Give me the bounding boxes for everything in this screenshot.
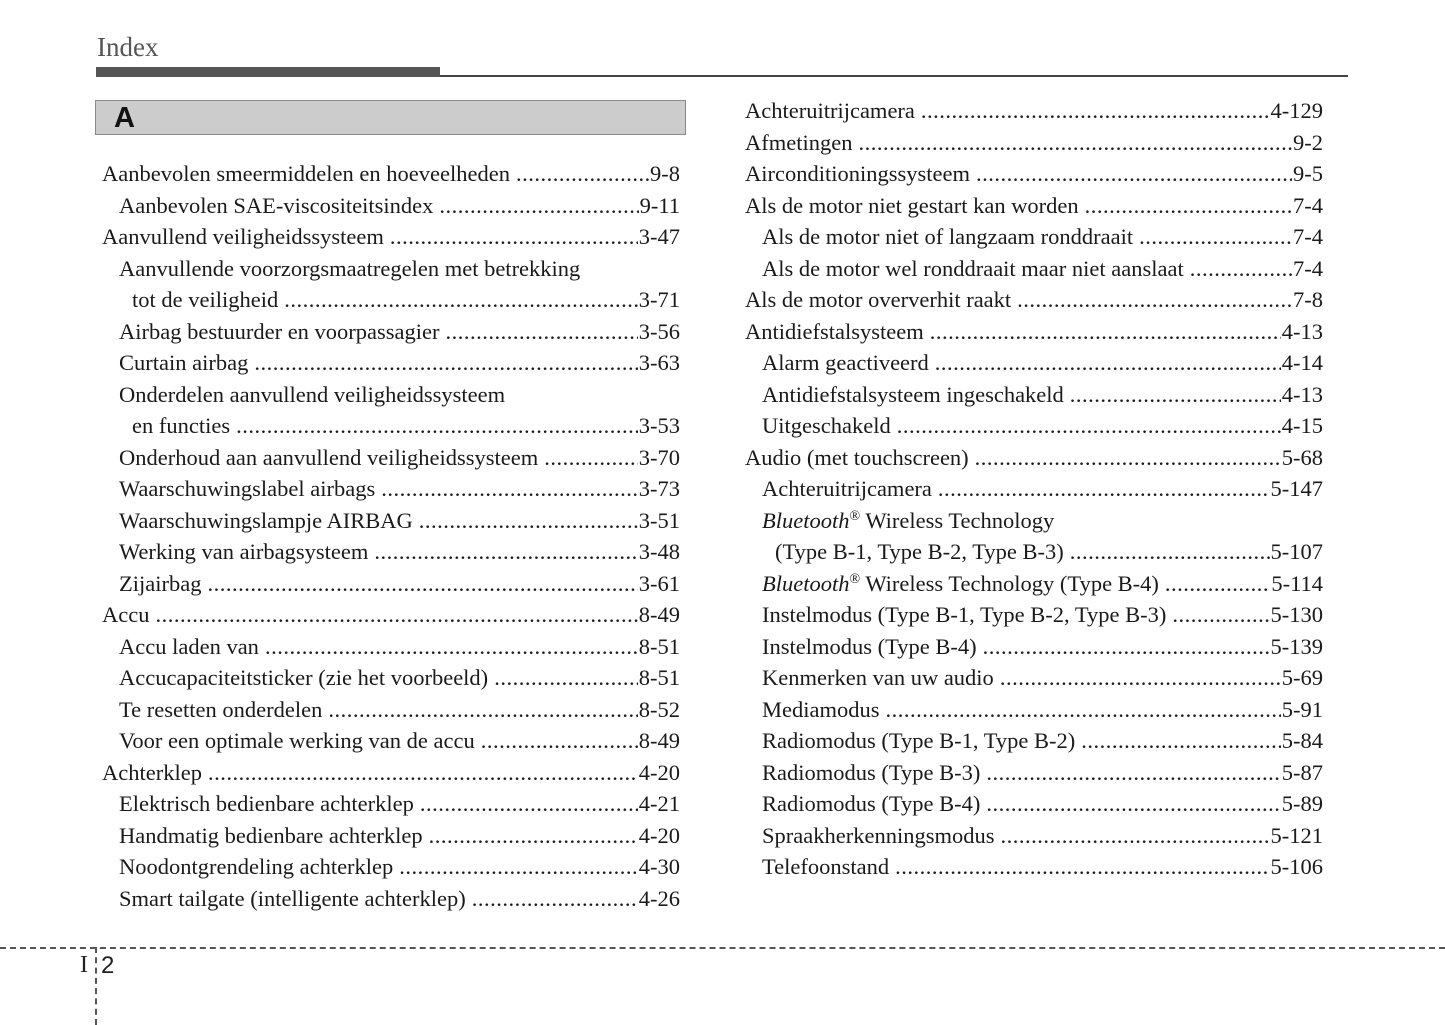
page-title: Index (97, 32, 159, 62)
dot-leader (986, 788, 1280, 820)
index-entry-label: Handmatig bedienbare achterklep (119, 822, 423, 848)
index-entry[interactable] (102, 221, 680, 253)
header-rule (440, 75, 1348, 77)
index-column-right (745, 95, 1323, 883)
index-entry-label: Als de motor niet gestart kan worden (745, 192, 1079, 218)
dot-leader (895, 851, 1269, 883)
dot-leader (207, 568, 637, 600)
index-entry[interactable] (102, 284, 680, 316)
page-reference[interactable]: 5-139 (1270, 633, 1323, 659)
page-reference[interactable]: 3-63 (638, 350, 680, 375)
page-reference[interactable]: 8-52 (638, 696, 680, 722)
index-entry[interactable] (745, 190, 1323, 222)
index-entry[interactable] (745, 379, 1323, 411)
page-reference[interactable]: 8-51 (638, 665, 680, 690)
index-entry[interactable] (745, 442, 1323, 474)
page-reference[interactable]: 4-129 (1270, 98, 1323, 123)
page-reference[interactable]: 7-8 (1293, 287, 1323, 312)
dot-leader (1070, 536, 1270, 568)
page-reference[interactable]: 5-121 (1270, 822, 1323, 848)
registered-mark: ® (849, 508, 861, 524)
page-reference[interactable]: 9-11 (639, 192, 680, 218)
italic-term: Bluetooth (762, 570, 850, 596)
page-reference[interactable]: 4-30 (638, 854, 680, 879)
index-entry-label: Waarschuwingslabel airbags (119, 476, 376, 501)
index-entry-label: Instelmodus (Type B-1, Type B-2, Type B-3) (762, 602, 1167, 627)
index-entry[interactable] (745, 788, 1323, 820)
index-entry-label: en functies (132, 413, 231, 438)
index-entry-label: Als de motor wel ronddraait maar niet aanslaat (762, 255, 1184, 281)
dot-leader (544, 442, 637, 474)
page-reference[interactable]: 3-61 (638, 570, 680, 596)
page-reference[interactable]: 5-84 (1281, 728, 1323, 753)
dot-leader (1017, 284, 1292, 316)
label-text: Wireless Technology (860, 507, 1055, 533)
index-entry[interactable] (102, 379, 680, 411)
index-entry[interactable] (745, 253, 1323, 285)
page-reference[interactable]: 5-68 (1281, 444, 1323, 470)
index-entry-label: Accu (102, 602, 150, 627)
dot-leader (886, 694, 1281, 726)
dot-leader (1139, 221, 1292, 253)
index-entry-label: Voor een optimale werking van de accu (119, 728, 475, 753)
dot-leader (858, 127, 1292, 159)
dot-leader (930, 316, 1281, 348)
index-entry-label: Audio (met touchscreen) (745, 444, 969, 470)
page-reference[interactable]: 5-114 (1271, 570, 1323, 596)
index-entry-label: Aanvullende voorzorgsmaatregelen met betrekking (119, 255, 581, 281)
page-reference[interactable]: 4-26 (638, 885, 680, 911)
index-entry-label: Werking van airbagsysteem (119, 539, 369, 564)
dot-leader (494, 662, 638, 694)
index-entry[interactable] (745, 757, 1323, 789)
index-entry[interactable] (102, 253, 680, 285)
index-entry[interactable] (102, 316, 680, 348)
index-entry-label: Kenmerken van uw audio (762, 665, 994, 690)
index-entry[interactable] (745, 568, 1323, 600)
dot-leader (284, 284, 638, 316)
index-entry[interactable] (745, 536, 1323, 568)
index-entry[interactable] (102, 568, 680, 600)
index-entry[interactable] (102, 788, 680, 820)
index-entry-label: Antidiefstalsysteem ingeschakeld (762, 381, 1064, 407)
index-entry[interactable] (102, 662, 680, 694)
index-entry-label: Uitgeschakeld (762, 413, 891, 438)
index-entry[interactable] (102, 757, 680, 789)
dot-leader (236, 410, 638, 442)
dot-leader (1165, 568, 1270, 600)
index-entry-label: Als de motor oververhit raakt (745, 287, 1012, 312)
page-reference[interactable]: 3-47 (638, 224, 680, 249)
dot-leader (429, 820, 638, 852)
page-reference[interactable]: 5-147 (1270, 476, 1323, 501)
dot-leader (265, 631, 638, 663)
index-entry-label: Achterklep (102, 759, 202, 785)
dot-leader (1070, 379, 1281, 411)
index-entry-label: Instelmodus (Type B-4) (762, 633, 977, 659)
page-reference[interactable]: 4-14 (1281, 350, 1323, 375)
index-entry[interactable] (745, 221, 1323, 253)
dot-leader (1085, 190, 1292, 222)
index-entry-label: Noodontgrendeling achterklep (119, 854, 394, 879)
page-reference[interactable]: 5-91 (1281, 696, 1323, 722)
page-reference[interactable]: 9-2 (1293, 129, 1323, 155)
index-entry-label: Waarschuwingslampje AIRBAG (119, 507, 413, 533)
dot-leader (986, 757, 1280, 789)
page-reference[interactable]: 5-130 (1270, 602, 1323, 627)
page-reference[interactable]: 9-5 (1293, 161, 1323, 186)
dot-leader (938, 473, 1270, 505)
page-reference[interactable]: 4-20 (638, 822, 680, 848)
index-entry[interactable] (102, 820, 680, 852)
page-reference[interactable]: 3-73 (638, 476, 680, 501)
index-column-left (102, 158, 680, 914)
page-reference[interactable]: 7-4 (1293, 255, 1323, 281)
page-reference[interactable]: 8-51 (638, 633, 680, 659)
footer-section-label: I (80, 952, 88, 978)
index-entry[interactable] (102, 410, 680, 442)
dot-leader (390, 221, 638, 253)
dot-leader (921, 95, 1270, 127)
dot-leader (1172, 599, 1269, 631)
index-entry[interactable] (745, 95, 1323, 127)
page-reference[interactable]: 5-89 (1281, 791, 1323, 816)
dot-leader (1000, 662, 1281, 694)
index-entry[interactable] (102, 725, 680, 757)
dot-leader (983, 631, 1270, 663)
index-entry[interactable] (745, 473, 1323, 505)
index-entry-label: Aanbevolen SAE-viscositeitsindex (119, 192, 434, 218)
index-entry-label: tot de veiligheid (132, 287, 279, 312)
index-entry-label: Elektrisch bedienbare achterklep (119, 791, 414, 816)
index-entry[interactable] (102, 851, 680, 883)
index-entry[interactable] (745, 599, 1323, 631)
page-reference[interactable]: 5-69 (1281, 665, 1323, 690)
dot-leader (1000, 820, 1269, 852)
index-entry-label: Accu laden van (119, 633, 259, 659)
index-entry-label: Telefoonstand (762, 854, 890, 879)
index-entry[interactable] (745, 284, 1323, 316)
index-entry-label: (Type B-1, Type B-2, Type B-3) (775, 539, 1064, 564)
page-reference[interactable]: 3-48 (638, 539, 680, 564)
index-entry-label: Achteruitrijcamera (745, 98, 915, 123)
index-entry[interactable] (745, 347, 1323, 379)
page-reference[interactable]: 4-21 (638, 791, 680, 816)
page-reference[interactable]: 3-71 (638, 287, 680, 312)
dot-leader (897, 410, 1281, 442)
dot-leader (439, 190, 638, 222)
page-reference[interactable]: 7-4 (1293, 192, 1323, 218)
index-entry[interactable] (745, 631, 1323, 663)
dot-leader (472, 883, 638, 915)
page-reference[interactable]: 8-49 (638, 602, 680, 627)
dot-leader (976, 158, 1292, 190)
index-entry-label: Airconditioningssysteem (745, 161, 970, 186)
footer-dashed-rule (0, 947, 1445, 949)
dot-leader (935, 347, 1281, 379)
index-entry-label: Radiomodus (Type B-3) (762, 759, 981, 785)
dot-leader (155, 599, 637, 631)
index-entry[interactable] (745, 410, 1323, 442)
index-entry-label: Curtain airbag (119, 350, 249, 375)
index-entry-label: Mediamodus (762, 696, 880, 722)
dot-leader (420, 788, 638, 820)
index-entry-label: Antidiefstalsysteem (745, 318, 924, 344)
dot-leader (1190, 253, 1292, 285)
index-entry[interactable] (745, 662, 1323, 694)
index-entry-label: Als de motor niet of langzaam ronddraait (762, 224, 1134, 249)
index-entry[interactable] (745, 694, 1323, 726)
dot-leader (374, 536, 637, 568)
index-entry-label: Spraakherkenningsmodus (762, 822, 995, 848)
page-reference[interactable]: 8-49 (638, 728, 680, 753)
index-entry[interactable] (745, 725, 1323, 757)
dot-leader (446, 316, 638, 348)
index-entry-label (762, 505, 1054, 537)
index-entry-label: Smart tailgate (intelligente achterklep) (119, 885, 466, 911)
index-entry-label: Zijairbag (119, 570, 202, 596)
index-entry-label: Radiomodus (Type B-1, Type B-2) (762, 728, 1076, 753)
footer-dashed-divider (95, 947, 97, 1025)
index-entry[interactable] (102, 347, 680, 379)
index-entry-label: Aanvullend veiligheidssysteem (102, 224, 384, 249)
footer-page-number: 2 (101, 952, 115, 979)
index-entry-label (762, 568, 1159, 600)
index-entry-label: Alarm geactiveerd (762, 350, 929, 375)
page-reference[interactable]: 5-106 (1270, 854, 1323, 879)
dot-leader (1081, 725, 1280, 757)
page-reference[interactable]: 3-53 (638, 413, 680, 438)
index-entry[interactable] (745, 505, 1323, 537)
page-reference[interactable]: 4-13 (1281, 381, 1323, 407)
page-reference[interactable]: 7-4 (1293, 224, 1323, 249)
page-reference[interactable]: 4-13 (1281, 318, 1323, 344)
index-entry[interactable] (102, 505, 680, 537)
page-reference[interactable]: 4-20 (638, 759, 680, 785)
index-entry[interactable] (102, 599, 680, 631)
dot-leader (419, 505, 638, 537)
index-entry-label: Achteruitrijcamera (762, 476, 932, 501)
page-reference[interactable]: 5-107 (1270, 539, 1323, 564)
dot-leader (254, 347, 637, 379)
index-entry-label: Airbag bestuurder en voorpassagier (119, 318, 440, 344)
index-entry-label: Radiomodus (Type B-4) (762, 791, 981, 816)
registered-mark: ® (849, 571, 861, 587)
header-bar-thick (96, 67, 440, 77)
page-reference[interactable]: 5-87 (1281, 759, 1323, 785)
index-entry-label: Onderdelen aanvullend veiligheidssysteem (119, 381, 506, 407)
index-entry[interactable] (102, 631, 680, 663)
index-entry[interactable] (745, 158, 1323, 190)
dot-leader (975, 442, 1281, 474)
dot-leader (516, 158, 649, 190)
index-entry[interactable] (745, 316, 1323, 348)
index-entry[interactable] (745, 127, 1323, 159)
index-entry-label: Te resetten onderdelen (119, 696, 323, 722)
index-entry[interactable] (102, 190, 680, 222)
page-reference[interactable]: 9-8 (650, 161, 680, 186)
section-letter: A (114, 102, 135, 134)
index-entry[interactable] (745, 851, 1323, 883)
page-reference[interactable]: 4-15 (1281, 413, 1323, 438)
index-entry[interactable] (745, 820, 1323, 852)
index-entry-label: Onderhoud aan aanvullend veiligheidssysteem (119, 444, 539, 470)
page-reference[interactable]: 3-51 (638, 507, 680, 533)
index-entry-label: Accucapaciteitsticker (zie het voorbeeld) (119, 665, 489, 690)
index-entry-label: Aanbevolen smeermiddelen en hoeveelheden (102, 161, 510, 186)
index-entry-label: Afmetingen (745, 129, 853, 155)
dot-leader (481, 725, 638, 757)
index-entry[interactable] (102, 536, 680, 568)
index-entry[interactable] (102, 694, 680, 726)
index-entry[interactable] (102, 158, 680, 190)
index-entry[interactable] (102, 442, 680, 474)
index-entry[interactable] (102, 473, 680, 505)
page-reference[interactable]: 3-70 (638, 444, 680, 470)
dot-leader (328, 694, 637, 726)
dot-leader (381, 473, 638, 505)
label-text: Wireless Technology (Type B-4) (860, 570, 1159, 596)
section-letter-box (95, 100, 686, 135)
index-entry[interactable] (102, 883, 680, 915)
dot-leader (399, 851, 637, 883)
dot-leader (208, 757, 638, 789)
page-reference[interactable]: 3-56 (638, 318, 680, 344)
italic-term: Bluetooth (762, 507, 850, 533)
